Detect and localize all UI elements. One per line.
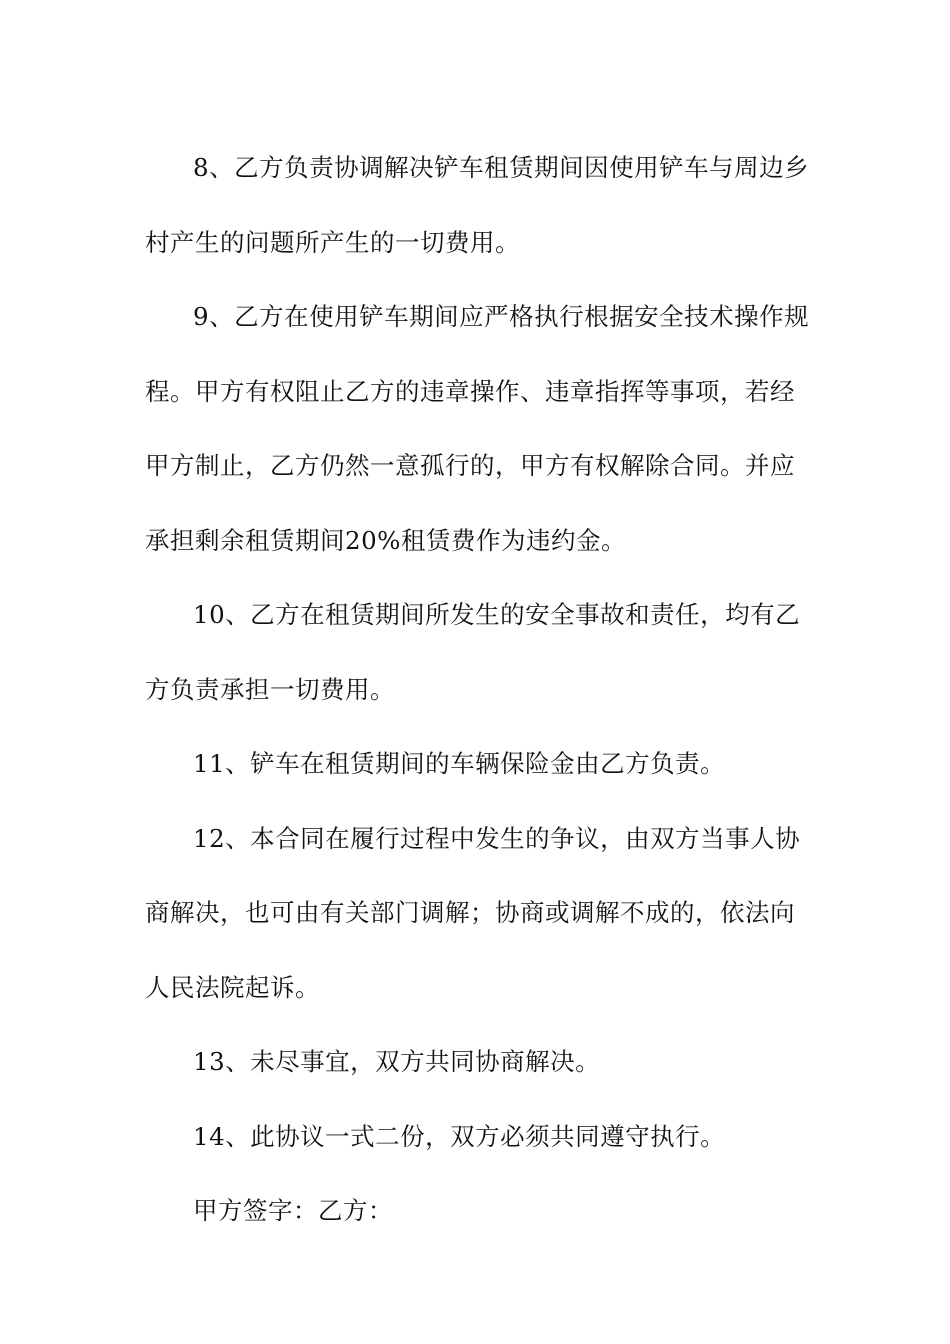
clause-11: 11、铲车在租赁期间的车辆保险金由乙方负责。 xyxy=(193,749,726,778)
clause-14: 14、此协议一式二份，双方必须共同遵守执行。 xyxy=(193,1121,726,1151)
clause-9: 9、乙方在使用铲车期间应严格执行根据安全技术操作规程。甲方有权阻止乙方的违章操作、违章指挥等事项，若经甲方制止，乙方仍然一意孤行的，甲方有权解除合同。并应承担剩余租赁期间20%租赁费作为违约金。 xyxy=(145,302,810,555)
clause-12: 12、本合同在履行过程中发生的争议，由双方当事人协商解决，也可由有关部门调解；协商或调解不成的，依法向人民法院起诉。 xyxy=(145,823,801,1002)
contract-body xyxy=(145,131,817,1249)
clause-13: 13、未尽事宜，双方共同协商解决。 xyxy=(193,1047,601,1076)
clause-10: 10、乙方在租赁期间所发生的安全事故和责任，均有乙方负责承担一切费用。 xyxy=(145,600,801,704)
signature-line: 甲方签字：乙方： xyxy=(193,1196,393,1225)
clause-8: 8、乙方负责协调解决铲车租赁期间因使用铲车与周边乡村产生的问题所产生的一切费用。 xyxy=(145,153,810,257)
